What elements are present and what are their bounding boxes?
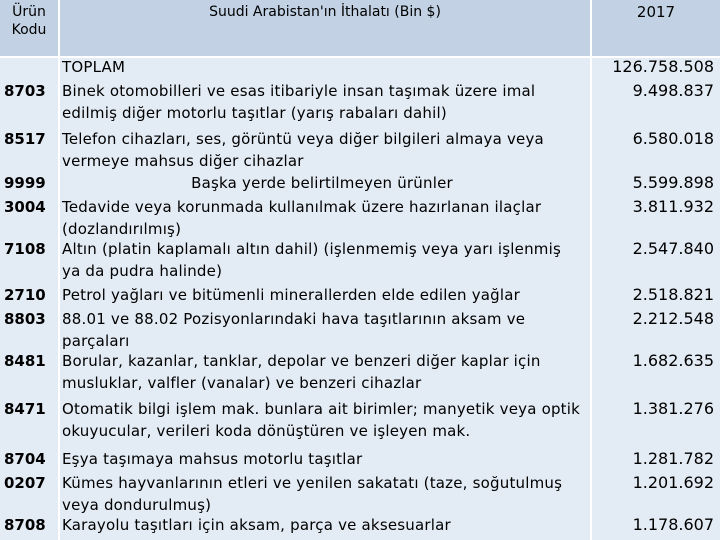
- row-code: 2710: [4, 286, 46, 304]
- row-code: 8704: [4, 450, 46, 468]
- row-code: 8481: [4, 352, 46, 370]
- row-code: 3004: [4, 198, 46, 216]
- row-code: 8803: [4, 310, 46, 328]
- row-description: Borular, kazanlar, tanklar, depolar ve benzeri diğer kaplar için musluklar, valfler (vanalar) ve benzeri cihazlar: [62, 352, 541, 392]
- row-description: TOPLAM: [62, 58, 126, 76]
- row-code: 9999: [4, 174, 46, 192]
- row-description: Binek otomobilleri ve esas itibariyle insan taşımak üzere imal edilmiş diğer motorlu taşıtlar (yarış rabaları dahil): [62, 82, 536, 122]
- row-description: 88.01 ve 88.02 Pozisyonlarındaki hava taşıtlarının aksam ve parçaları: [62, 310, 526, 350]
- row-value: 1.281.782: [632, 449, 714, 468]
- header-code: [0, 0, 58, 56]
- row-value: 9.498.837: [632, 81, 714, 100]
- row-value: 126.758.508: [612, 57, 714, 76]
- row-value: 1.682.635: [632, 351, 714, 370]
- row-code: 8703: [4, 82, 46, 100]
- row-description: Petrol yağları ve bitümenli minerallerden elde edilen yağlar: [62, 286, 521, 304]
- header-code-line2: Kodu: [11, 22, 47, 38]
- row-description: Eşya taşımaya mahsus motorlu taşıtlar: [62, 450, 363, 468]
- row-code: 8517: [4, 130, 46, 148]
- row-code: 7108: [4, 240, 46, 258]
- row-code: 8471: [4, 400, 46, 418]
- row-value: 2.518.821: [632, 285, 714, 304]
- row-value: 6.580.018: [632, 129, 714, 148]
- row-value: 5.599.898: [632, 173, 714, 192]
- row-description: Başka yerde belirtilmeyen ürünler: [191, 174, 453, 192]
- row-description: Telefon cihazları, ses, görüntü veya diğer bilgileri almaya veya vermeye mahsus diğer cihazlar: [62, 130, 544, 170]
- header-year: 2017: [592, 0, 720, 56]
- row-description: Tedavide veya korunmada kullanılmak üzere hazırlanan ilaçlar (dozlandırılmış): [62, 198, 542, 238]
- row-value: 1.381.276: [632, 399, 714, 418]
- row-description: Otomatik bilgi işlem mak. bunlara ait birimler; manyetik veya optik okuyucular, verileri koda dönüştüren ve işleyen mak.: [62, 400, 581, 440]
- row-value: 2.212.548: [632, 309, 714, 328]
- row-description: Altın (platin kaplamalı altın dahil) (işlenmemiş veya yarı işlenmiş ya da pudra halinde): [62, 240, 562, 280]
- row-value: 3.811.932: [632, 197, 714, 216]
- row-value: 1.201.692: [632, 473, 714, 492]
- row-code: 0207: [4, 474, 46, 492]
- header-code-line1: Ürün: [12, 4, 46, 20]
- row-value: 2.547.840: [632, 239, 714, 258]
- header-title: Suudi Arabistan'ın İthalatı (Bin $): [60, 0, 590, 56]
- row-description: Kümes hayvanlarının etleri ve yenilen sakatatı (taze, soğutulmuş veya dondurulmuş): [62, 474, 563, 514]
- row-code: 8708: [4, 516, 46, 534]
- column-divider: [58, 0, 60, 540]
- row-description: Karayolu taşıtları için aksam, parça ve aksesuarlar: [62, 516, 451, 534]
- row-value: 1.178.607: [632, 515, 714, 534]
